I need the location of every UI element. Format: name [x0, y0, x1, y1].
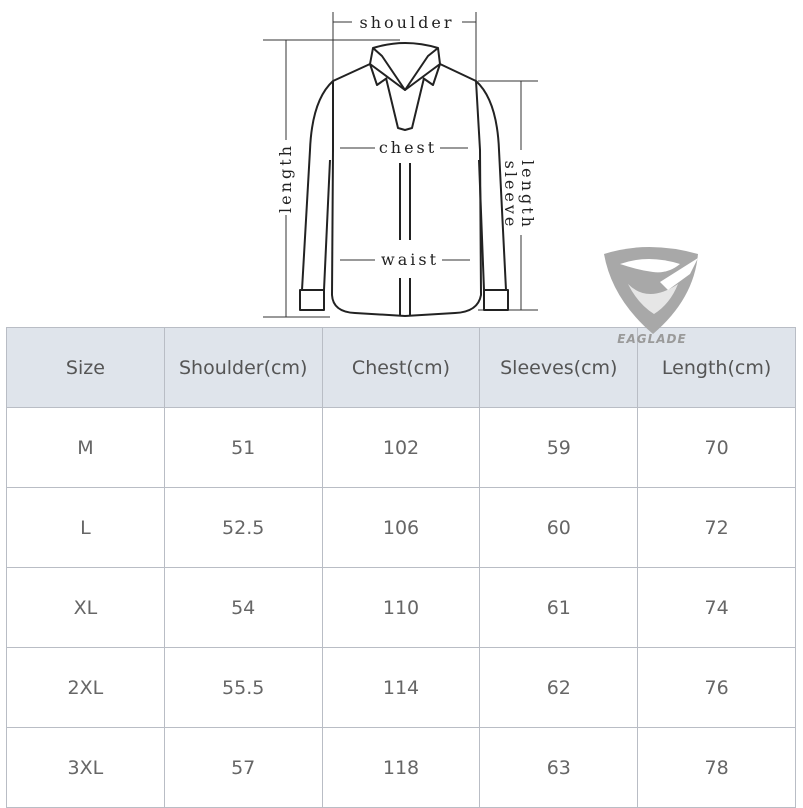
cell-shoulder: 52.5: [164, 488, 322, 568]
cell-size: L: [7, 488, 165, 568]
eagle-shield-logo-icon: [598, 244, 704, 344]
cell-chest: 118: [322, 728, 480, 808]
cell-chest: 102: [322, 408, 480, 488]
cell-length: 76: [638, 648, 796, 728]
cell-shoulder: 51: [164, 408, 322, 488]
sleeve-length-label-1: sleeve: [501, 160, 520, 230]
cell-shoulder: 57: [164, 728, 322, 808]
cell-chest: 114: [322, 648, 480, 728]
brand-name: EAGLADE: [617, 332, 687, 346]
table-row: [7, 488, 796, 568]
table-row: [7, 648, 796, 728]
header-chest: Chest(cm): [322, 328, 480, 408]
length-label: length: [276, 143, 295, 213]
sleeve-length-label-2: length: [518, 160, 537, 230]
cell-size: M: [7, 408, 165, 488]
table-row: [7, 568, 796, 648]
cell-size: 2XL: [7, 648, 165, 728]
cell-size: 3XL: [7, 728, 165, 808]
table-row: [7, 408, 796, 488]
waist-label: waist: [381, 250, 439, 269]
cell-length: 78: [638, 728, 796, 808]
cell-length: 74: [638, 568, 796, 648]
shoulder-label: shoulder: [359, 13, 455, 32]
chest-label: chest: [378, 138, 438, 157]
header-sleeves: Sleeves(cm): [480, 328, 638, 408]
header-shoulder: Shoulder(cm): [164, 328, 322, 408]
cell-length: 72: [638, 488, 796, 568]
cell-shoulder: 55.5: [164, 648, 322, 728]
cell-sleeves: 63: [480, 728, 638, 808]
header-size: Size: [7, 328, 165, 408]
size-chart-table: [6, 327, 796, 808]
cell-length: 70: [638, 408, 796, 488]
table-row: [7, 728, 796, 808]
cell-sleeves: 60: [480, 488, 638, 568]
cell-sleeves: 62: [480, 648, 638, 728]
cell-size: XL: [7, 568, 165, 648]
cell-shoulder: 54: [164, 568, 322, 648]
cell-chest: 110: [322, 568, 480, 648]
cell-chest: 106: [322, 488, 480, 568]
cell-sleeves: 59: [480, 408, 638, 488]
cell-sleeves: 61: [480, 568, 638, 648]
header-length: Length(cm): [638, 328, 796, 408]
